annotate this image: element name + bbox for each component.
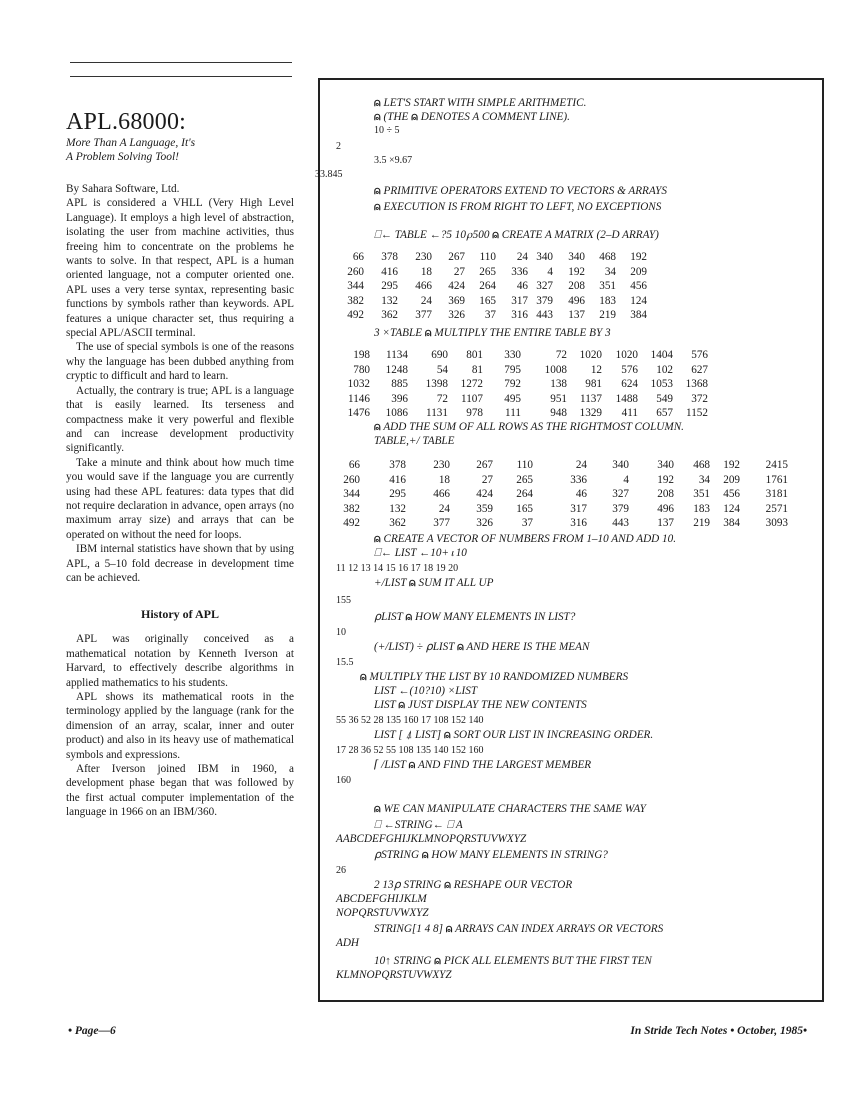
matrix-cell: 192 bbox=[568, 265, 585, 278]
matrix-cell: 336 bbox=[570, 473, 587, 486]
matrix-cell: 362 bbox=[381, 309, 398, 321]
matrix-cell: 1761 bbox=[765, 473, 788, 486]
matrix-cell: 384 bbox=[723, 517, 740, 529]
matrix-cell: 24 bbox=[438, 502, 450, 515]
matrix-cell: 359 bbox=[476, 502, 493, 515]
matrix-cell: 1368 bbox=[685, 378, 708, 390]
matrix-cell: 138 bbox=[550, 378, 567, 390]
session-line: (+/LIST) ÷ ⍴LIST ⍝ AND HERE IS THE MEAN bbox=[374, 641, 590, 653]
matrix-cell: 978 bbox=[466, 407, 483, 419]
session-line: ⍝ ADD THE SUM OF ALL ROWS AS THE RIGHTMOST COLUMN. bbox=[374, 421, 684, 433]
subtitle-line: More Than A Language, It's bbox=[66, 137, 196, 149]
matrix-cell: 27 bbox=[481, 473, 493, 486]
matrix-cell: 330 bbox=[504, 349, 521, 361]
matrix-cell: 340 bbox=[536, 251, 553, 263]
matrix-cell: 219 bbox=[599, 309, 616, 321]
matrix-cell: 1020 bbox=[615, 349, 638, 361]
matrix-cell: 492 bbox=[343, 517, 360, 529]
matrix-cell: 3181 bbox=[765, 488, 788, 500]
comment-lamp-icon: ⍝ bbox=[405, 611, 413, 623]
matrix-cell: 351 bbox=[693, 488, 710, 500]
matrix-cell: 267 bbox=[448, 251, 465, 263]
matrix-cell: 1131 bbox=[426, 407, 448, 419]
matrix-cell: 18 bbox=[438, 473, 450, 486]
matrix-cell: 780 bbox=[353, 363, 370, 376]
matrix-cell: 265 bbox=[479, 265, 496, 278]
matrix-cell: 416 bbox=[381, 265, 398, 278]
session-line: ⍝ MULTIPLY THE LIST BY 10 RANDOMIZED NUMBERS bbox=[360, 671, 629, 683]
paragraph: After Iverson joined IBM in 1960, a development phase began that was followed by the first actual computer implementation of the language in 1966 on an IBM/360. bbox=[66, 763, 294, 819]
paragraph: The use of special symbols is one of the reasons why the language has been dubbed anything from cryptic to difficult and hard to learn. bbox=[66, 341, 294, 383]
matrix-cell: 18 bbox=[420, 265, 432, 278]
matrix-cell: 382 bbox=[347, 294, 364, 307]
session-line: ⍴LIST ⍝ HOW MANY ELEMENTS IN LIST? bbox=[374, 611, 576, 623]
session-line: ADH bbox=[336, 937, 359, 949]
comment-lamp-icon: ⍝ bbox=[360, 671, 367, 683]
matrix-cell: 110 bbox=[516, 459, 533, 471]
matrix-cell: 466 bbox=[415, 280, 432, 292]
matrix-cell: 124 bbox=[723, 502, 740, 515]
session-line: LIST ←(10?10) ×LIST bbox=[374, 685, 478, 697]
matrix-cell: 317 bbox=[570, 502, 587, 515]
session-line: KLMNOPQRSTUVWXYZ bbox=[336, 969, 452, 981]
matrix-cell: 327 bbox=[536, 280, 553, 292]
byline: By Sahara Software, Ltd. bbox=[66, 183, 180, 195]
matrix-cell: 1476 bbox=[347, 407, 370, 419]
matrix-cell: 1107 bbox=[461, 392, 483, 405]
session-line: 33.845 bbox=[315, 169, 343, 180]
matrix-cell: 344 bbox=[347, 280, 364, 292]
matrix-cell: 351 bbox=[599, 280, 616, 292]
matrix-cell: 495 bbox=[504, 392, 521, 405]
matrix-cell: 34 bbox=[698, 473, 710, 486]
matrix-cell: 657 bbox=[656, 407, 673, 419]
matrix-cell: 54 bbox=[436, 363, 448, 376]
matrix-cell: 37 bbox=[484, 309, 496, 321]
matrix-cell: 326 bbox=[476, 517, 493, 529]
matrix-cell: 230 bbox=[433, 459, 450, 471]
matrix-cell: 340 bbox=[568, 251, 585, 263]
comment-lamp-icon: ⍝ bbox=[492, 229, 499, 241]
matrix-cell: 795 bbox=[504, 363, 521, 376]
matrix-cell: 208 bbox=[568, 280, 585, 292]
matrix-cell: 336 bbox=[511, 265, 528, 278]
matrix-cell: 208 bbox=[657, 488, 674, 500]
subtitle-line: A Problem Solving Tool! bbox=[66, 151, 179, 163]
matrix-cell: 496 bbox=[657, 502, 674, 515]
article-subtitle bbox=[66, 136, 294, 164]
matrix-cell: 411 bbox=[621, 407, 638, 419]
matrix-cell: 132 bbox=[381, 294, 398, 307]
session-line: 10 ÷ 5 bbox=[374, 125, 400, 136]
matrix-cell: 456 bbox=[723, 488, 740, 500]
matrix-table-times-3 bbox=[320, 348, 826, 424]
matrix-cell: 12 bbox=[590, 363, 602, 376]
matrix-cell: 340 bbox=[612, 459, 629, 471]
matrix-cell: 443 bbox=[536, 309, 553, 321]
matrix-cell: 468 bbox=[599, 251, 616, 263]
matrix-cell: 384 bbox=[630, 309, 647, 321]
session-line: 15.5 bbox=[336, 657, 354, 668]
matrix-cell: 378 bbox=[389, 459, 406, 471]
session-line: NOPQRSTUVWXYZ bbox=[336, 907, 429, 919]
matrix-cell: 1134 bbox=[386, 349, 408, 361]
matrix-cell: 192 bbox=[723, 459, 740, 471]
matrix-cell: 260 bbox=[347, 265, 364, 278]
session-line: 17 28 36 52 55 108 135 140 152 160 bbox=[336, 745, 484, 756]
matrix-cell: 1053 bbox=[650, 378, 673, 390]
matrix-cell: 468 bbox=[693, 459, 710, 471]
matrix-cell: 576 bbox=[621, 363, 638, 376]
session-line: 55 36 52 28 135 160 17 108 152 140 bbox=[336, 715, 484, 726]
paragraph: IBM internal statistics have shown that by using APL, a 5–10 fold decrease in development time can be achieved. bbox=[66, 543, 294, 584]
top-rule-1 bbox=[70, 62, 292, 63]
matrix-table-with-sums bbox=[320, 458, 826, 534]
matrix-cell: 34 bbox=[604, 265, 616, 278]
footer-page-number: • Page—6 bbox=[68, 1025, 116, 1037]
matrix-cell: 1404 bbox=[650, 349, 673, 361]
matrix-cell: 1086 bbox=[385, 407, 408, 419]
paragraph: APL was originally conceived as a mathematical notation by Kenneth Iverson at Harvard, to effectively describe algorithms in applied mathematics to his students. bbox=[66, 633, 294, 689]
comment-lamp-icon: ⍝ bbox=[409, 577, 416, 589]
matrix-cell: 327 bbox=[612, 488, 629, 500]
matrix-cell: 1152 bbox=[686, 407, 708, 419]
matrix-cell: 792 bbox=[504, 378, 521, 390]
session-line: 160 bbox=[336, 775, 351, 786]
matrix-cell: 183 bbox=[599, 294, 616, 307]
matrix-cell: 66 bbox=[352, 251, 364, 263]
matrix-cell: 316 bbox=[570, 517, 587, 529]
matrix-cell: 4 bbox=[547, 265, 553, 278]
matrix-cell: 264 bbox=[516, 488, 533, 500]
session-line: ⍝ WE CAN MANIPULATE CHARACTERS THE SAME WAY bbox=[374, 803, 646, 815]
matrix-cell: 492 bbox=[347, 309, 364, 321]
comment-lamp-icon: ⍝ bbox=[374, 97, 381, 109]
session-line: 2 13⍴ STRING ⍝ RESHAPE OUR VECTOR bbox=[374, 879, 573, 891]
session-line: 155 bbox=[336, 595, 351, 606]
matrix-cell: 378 bbox=[381, 251, 398, 263]
comment-lamp-icon: ⍝ bbox=[424, 327, 432, 339]
matrix-cell: 209 bbox=[630, 265, 647, 278]
article-body bbox=[66, 182, 294, 820]
matrix-cell: 132 bbox=[389, 502, 406, 515]
matrix-cell: 165 bbox=[516, 502, 533, 515]
comment-lamp-icon: ⍝ bbox=[374, 185, 381, 197]
matrix-cell: 456 bbox=[630, 280, 647, 292]
matrix-cell: 137 bbox=[657, 517, 674, 529]
matrix-cell: 981 bbox=[585, 378, 602, 390]
article-column bbox=[66, 108, 294, 820]
session-line: 10↑ STRING ⍝ PICK ALL ELEMENTS BUT THE FIRST TEN bbox=[374, 955, 652, 967]
comment-lamp-icon: ⍝ bbox=[374, 803, 381, 815]
matrix-cell: 111 bbox=[505, 407, 521, 419]
matrix-cell: 265 bbox=[516, 473, 533, 486]
session-line: ⍝ CREATE A VECTOR OF NUMBERS FROM 1–10 AND ADD 10. bbox=[374, 533, 677, 545]
matrix-table bbox=[320, 250, 826, 326]
session-line: +/LIST ⍝ SUM IT ALL UP bbox=[374, 577, 494, 589]
comment-lamp-icon: ⍝ bbox=[408, 759, 416, 771]
matrix-cell: 209 bbox=[723, 473, 740, 486]
matrix-cell: 1398 bbox=[425, 378, 448, 390]
matrix-cell: 948 bbox=[550, 407, 567, 419]
matrix-cell: 1137 bbox=[580, 392, 602, 405]
matrix-cell: 340 bbox=[657, 459, 674, 471]
matrix-cell: 260 bbox=[343, 473, 360, 486]
session-line: 3.5 ×9.67 bbox=[374, 155, 413, 166]
matrix-cell: 379 bbox=[612, 502, 629, 515]
session-line: ⍝ PRIMITIVE OPERATORS EXTEND TO VECTORS & ARRAYS bbox=[374, 185, 667, 197]
matrix-cell: 267 bbox=[476, 459, 493, 471]
matrix-cell: 165 bbox=[479, 294, 496, 307]
matrix-cell: 3093 bbox=[765, 517, 788, 529]
matrix-cell: 344 bbox=[343, 488, 360, 500]
matrix-cell: 1488 bbox=[615, 392, 638, 405]
session-line: ABCDEFGHIJKLM bbox=[336, 893, 427, 905]
matrix-cell: 1008 bbox=[544, 363, 567, 376]
session-line: 11 12 13 14 15 16 17 18 19 20 bbox=[336, 563, 459, 574]
matrix-cell: 549 bbox=[656, 392, 673, 405]
matrix-cell: 396 bbox=[391, 392, 408, 405]
paragraph: APL shows its mathematical roots in the terminology applied by the language (rank for the dimension of an array, scalar, inner and outer product) and also in its heavy use of mathematical symbols and expressions. bbox=[66, 691, 294, 761]
apl-session-box bbox=[315, 78, 824, 1002]
paragraph: Actually, the contrary is true; APL is a language that is easily learned. Its terseness and compactness make it very powerful and flexible and can increase development productivity significantly. bbox=[66, 384, 294, 455]
session-line: ⎕ ←STRING← ⎕ A bbox=[374, 819, 463, 831]
session-line: ⌈ /LIST ⍝ AND FIND THE LARGEST MEMBER bbox=[374, 759, 592, 771]
paragraph: Take a minute and think about how much time you would save if the language you are currently using had these APL features: data types that did not require declaration in advance, open arrays (no maximum array size) and arrays that can be operated on without the need for loops. bbox=[66, 456, 294, 541]
matrix-cell: 1020 bbox=[579, 349, 602, 361]
matrix-cell: 4 bbox=[623, 473, 629, 486]
matrix-cell: 124 bbox=[630, 294, 647, 307]
matrix-cell: 377 bbox=[415, 309, 432, 321]
matrix-cell: 627 bbox=[691, 363, 708, 376]
paragraph: APL is considered a VHLL (Very High Level Language). It employs a high level of abstraction, isolating the user from machine activities, thus freeing him to concentrate on the problems he wants to solve. In that respect, APL is a human oriented language, not a computer oriented one. APL uses a very terse syntax, representing basic functions by symbols rather than keywords. APL features a unique character set, thus requiring a special APL/ASCII terminal. bbox=[66, 197, 294, 340]
matrix-cell: 230 bbox=[415, 251, 432, 263]
matrix-cell: 1272 bbox=[460, 378, 483, 390]
matrix-cell: 372 bbox=[691, 392, 708, 405]
matrix-cell: 192 bbox=[630, 251, 647, 263]
comment-lamp-icon: ⍝ bbox=[457, 641, 464, 653]
matrix-cell: 1329 bbox=[579, 407, 602, 419]
matrix-cell: 219 bbox=[693, 517, 710, 529]
session-line: 3 ×TABLE ⍝ MULTIPLY THE ENTIRE TABLE BY 3 bbox=[374, 327, 611, 339]
matrix-cell: 466 bbox=[433, 488, 450, 500]
matrix-cell: 295 bbox=[389, 488, 406, 500]
matrix-cell: 24 bbox=[575, 459, 587, 471]
session-line: ⎕← LIST ←10+⍳10 bbox=[374, 547, 467, 559]
matrix-cell: 382 bbox=[343, 502, 360, 515]
matrix-cell: 295 bbox=[381, 280, 398, 292]
top-rule-2 bbox=[70, 76, 292, 77]
matrix-cell: 424 bbox=[448, 280, 465, 292]
session-line: ⍝ (THE ⍝ DENOTES A COMMENT LINE). bbox=[374, 111, 570, 123]
matrix-cell: 192 bbox=[657, 473, 674, 486]
comment-lamp-icon: ⍝ bbox=[374, 201, 381, 213]
matrix-cell: 137 bbox=[568, 309, 585, 321]
comment-lamp-icon: ⍝ bbox=[444, 879, 451, 891]
matrix-cell: 690 bbox=[431, 349, 448, 361]
matrix-cell: 66 bbox=[348, 459, 360, 471]
comment-lamp-icon: ⍝ bbox=[374, 111, 381, 123]
matrix-cell: 885 bbox=[391, 378, 408, 390]
matrix-cell: 264 bbox=[479, 280, 496, 292]
comment-lamp-icon: ⍝ bbox=[434, 955, 442, 967]
matrix-cell: 72 bbox=[436, 392, 448, 405]
matrix-cell: 416 bbox=[389, 473, 406, 486]
session-line: ⍴STRING ⍝ HOW MANY ELEMENTS IN STRING? bbox=[374, 849, 608, 861]
matrix-cell: 317 bbox=[511, 294, 528, 307]
matrix-cell: 379 bbox=[536, 294, 553, 307]
matrix-cell: 316 bbox=[511, 309, 528, 321]
comment-lamp-icon: ⍝ bbox=[374, 421, 381, 433]
matrix-cell: 46 bbox=[516, 280, 528, 292]
matrix-cell: 801 bbox=[466, 349, 483, 361]
comment-lamp-icon: ⍝ bbox=[374, 533, 381, 545]
session-line: TABLE,+/ TABLE bbox=[374, 435, 455, 447]
matrix-cell: 576 bbox=[691, 349, 708, 361]
matrix-cell: 2415 bbox=[765, 459, 788, 471]
matrix-cell: 183 bbox=[693, 502, 710, 515]
matrix-cell: 102 bbox=[656, 363, 673, 376]
session-line: 10 bbox=[336, 627, 346, 638]
session-line: ⎕← TABLE ←?5 10⍴500 ⍝ CREATE A MATRIX (2–D ARRAY) bbox=[374, 229, 659, 241]
matrix-cell: 2571 bbox=[765, 502, 788, 515]
matrix-cell: 27 bbox=[453, 265, 465, 278]
matrix-cell: 24 bbox=[420, 294, 432, 307]
comment-lamp-icon: ⍝ bbox=[421, 849, 429, 861]
matrix-cell: 362 bbox=[389, 517, 406, 529]
matrix-cell: 198 bbox=[353, 349, 370, 361]
matrix-cell: 1032 bbox=[347, 378, 370, 390]
matrix-cell: 377 bbox=[433, 517, 450, 529]
comment-lamp-icon: ⍝ bbox=[411, 111, 418, 123]
matrix-cell: 951 bbox=[550, 392, 567, 405]
history-heading: History of APL bbox=[141, 607, 219, 622]
session-line: ⍝ LET'S START WITH SIMPLE ARITHMETIC. bbox=[374, 97, 587, 109]
matrix-cell: 496 bbox=[568, 294, 585, 307]
matrix-cell: 37 bbox=[521, 517, 533, 529]
session-line: AABCDEFGHIJKLMNOPQRSTUVWXYZ bbox=[336, 833, 527, 845]
matrix-cell: 72 bbox=[555, 349, 567, 361]
session-line: LIST [ ⍋ LIST] ⍝ SORT OUR LIST IN INCREASING ORDER. bbox=[374, 729, 654, 741]
comment-lamp-icon: ⍝ bbox=[445, 923, 453, 935]
session-line: 2 bbox=[336, 141, 341, 152]
matrix-cell: 1248 bbox=[385, 363, 408, 376]
matrix-cell: 424 bbox=[476, 488, 493, 500]
session-line: STRING[1 4 8] ⍝ ARRAYS CAN INDEX ARRAYS OR VECTORS bbox=[374, 923, 664, 935]
matrix-cell: 624 bbox=[621, 378, 638, 390]
comment-lamp-icon: ⍝ bbox=[398, 699, 406, 711]
matrix-cell: 443 bbox=[612, 517, 629, 529]
matrix-cell: 326 bbox=[448, 309, 465, 321]
comment-lamp-icon: ⍝ bbox=[443, 729, 451, 741]
matrix-cell: 46 bbox=[575, 488, 587, 500]
matrix-cell: 81 bbox=[471, 363, 483, 376]
session-line: 26 bbox=[336, 865, 346, 876]
matrix-cell: 110 bbox=[479, 251, 496, 263]
matrix-cell: 24 bbox=[516, 251, 528, 263]
matrix-cell: 1146 bbox=[348, 392, 370, 405]
article-title: APL.68000: bbox=[66, 109, 187, 135]
session-line: LIST ⍝ JUST DISPLAY THE NEW CONTENTS bbox=[374, 699, 587, 711]
session-line: ⍝ EXECUTION IS FROM RIGHT TO LEFT, NO EXCEPTIONS bbox=[374, 201, 662, 213]
matrix-cell: 369 bbox=[448, 294, 465, 307]
footer-publication: In Stride Tech Notes • October, 1985• bbox=[630, 1025, 807, 1037]
